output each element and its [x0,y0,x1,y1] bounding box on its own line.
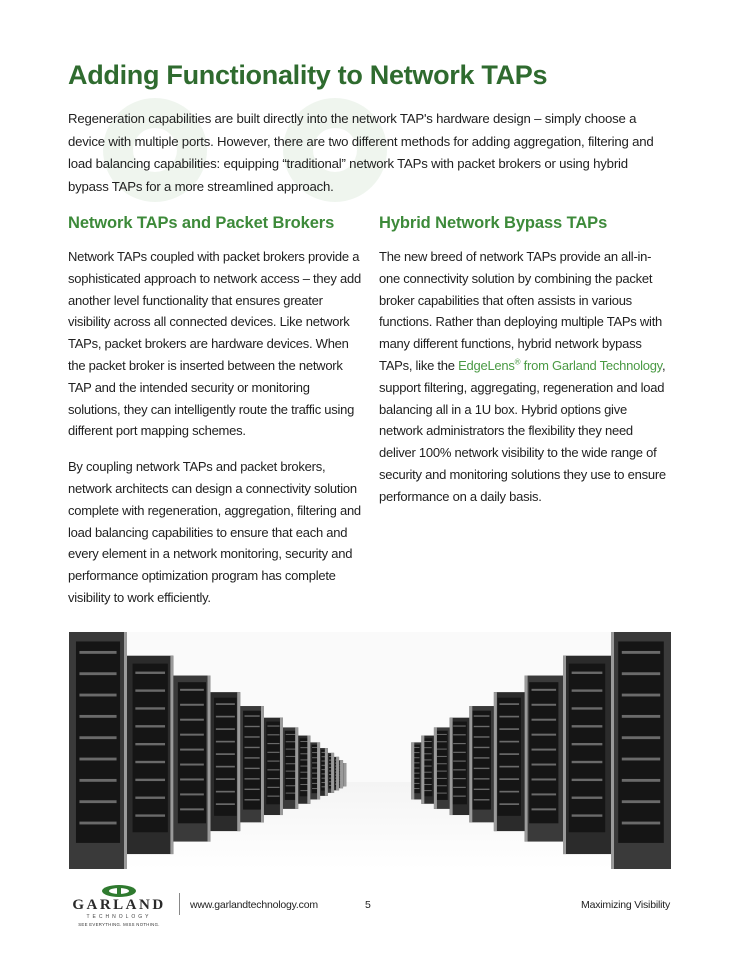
server-rack-left [173,676,210,842]
server-rack-right [421,736,434,804]
server-rack-right [563,656,611,854]
server-rack-left [240,706,264,822]
page-number: 5 [365,899,371,911]
server-racks-image [69,632,671,869]
server-rack-right [525,676,563,842]
server-rack-left [339,760,343,788]
server-rack-left [334,757,339,790]
server-rack-left [264,718,283,815]
server-rack-left [127,656,173,854]
page-footer [0,880,740,940]
server-rack-left [283,727,298,808]
logo-wordmark: GARLAND [72,897,166,913]
logo-tagline: SEE EVERYTHING. MISS NOTHING. [78,922,160,927]
garland-logo [66,884,172,930]
logo-mark-icon [100,884,138,898]
server-rack-left [320,748,328,796]
edgelens-link-text: EdgeLens [458,357,515,373]
left-paragraph-1: Network TAPs coupled with packet brokers provide a sophisticated approach to network access – they add another level functionality that ensures greater visibility across all connected devices. Like network TAPs, packet brokers are hardware devices. When the packet broker is inserted between the network TAP and the intended security or monitoring solutions, they can intelligently route the traffic using different port mapping schemes. [68,249,361,439]
registered-mark: ® [514,357,521,367]
edgelens-link-text-2: from Garland Technology [520,357,662,373]
edgelens-link[interactable] [458,358,662,373]
right-paragraph [379,246,669,508]
right-column [379,214,669,522]
left-column-heading: Network TAPs and Packet Brokers [68,214,335,232]
server-rack-left [211,692,241,831]
server-rack-left [328,753,334,793]
intro-paragraph: Regeneration capabilities are built directly into the network TAP's hardware design – simply choose a device with multiple ports. However, there are two different methods for adding aggregation, filtering and load balancing capabilities: equipping “traditional” network TAPs with packet brokers or using hybrid bypass TAPs for a more streamlined approach. [68,111,654,194]
right-text-after-link: , support filtering, aggregating, regeneration and load balancing all in a 1U box. Hybrid options give network administrators the flexibility they need deliver 100% network visibility to the wide range of security and monitoring solutions they use to ensure performance on a daily basis. [379,357,666,504]
server-rack-left [298,736,310,804]
server-rack-right [494,692,525,831]
server-rack-right [434,727,450,808]
page-title: Adding Functionality to Network TAPs [68,60,548,90]
server-rack-right [611,632,671,869]
right-text-before-link: The new breed of network TAPs provide an all-in-one connectivity solution by combining the packet broker capabilities that often assists in various functions. Rather than deploying multiple TAPs with many different functions, hybrid network bypass TAPs, like the [379,249,663,373]
footer-divider [179,893,180,915]
server-rack-left [310,742,320,799]
server-rack-left [343,763,346,786]
right-column-heading: Hybrid Network Bypass TAPs [379,214,608,232]
footer-url-link[interactable]: www.garlandtechnology.com [190,899,318,911]
server-rack-right [450,718,470,815]
server-rack-right [411,742,421,799]
logo-subtext: TECHNOLOGY [86,914,152,920]
data-center-photo [69,632,671,869]
server-rack-right [469,706,494,822]
footer-doc-title: Maximizing Visibility [581,899,670,911]
left-column [68,214,364,623]
left-paragraph-2: By coupling network TAPs and packet brokers, network architects can design a connectivity solution complete with regeneration, aggregation, filtering and load balancing capabilities to ensure that each and every element in a network monitoring, security and performance optimization program has complete visibility to work efficiently. [68,459,361,605]
server-rack-left [69,632,127,869]
